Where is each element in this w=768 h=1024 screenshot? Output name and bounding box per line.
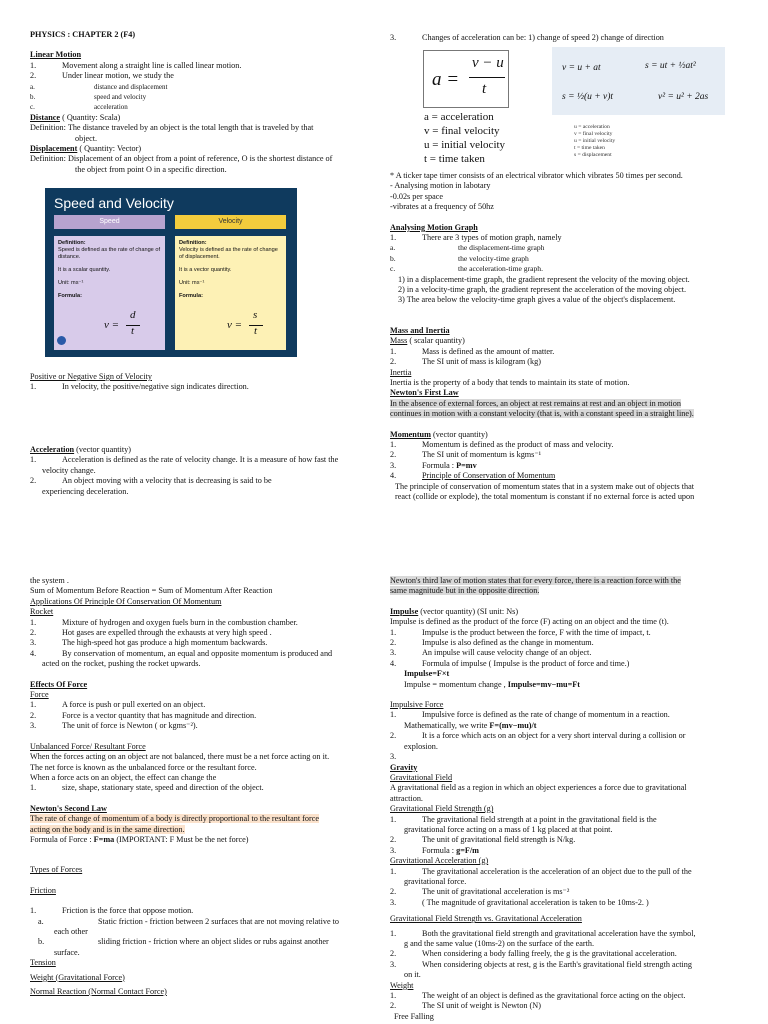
newton-second-law-cont: acting on the body and is in the same direction.	[30, 824, 185, 834]
conservation-text: react (collide or explode), the total momentum is constant if no external force is acted upon	[395, 491, 695, 501]
list-item: 2. An object moving with a velocity that is decreasing is said to be	[30, 476, 272, 486]
list-item: 4. Principle of Conservation of Momentum	[390, 471, 556, 481]
newton-third-law: Newton's third law of motion states that for every force, there is a reaction force with the	[390, 576, 681, 585]
list-item: 1. Impulse is the product between the force, F with the time of impact, t.	[390, 627, 651, 637]
left-bottom-column	[30, 576, 375, 997]
friction-heading: Friction	[30, 885, 56, 895]
list-item: 1. The weight of an object is defined as the gravitational force acting on the object.	[390, 991, 686, 1001]
impulsive-force-heading: Impulsive Force	[390, 700, 444, 710]
impulse-heading: Impulse (vector quantity) (SI unit: Ns)	[390, 606, 519, 616]
list-item: 1. Mass is defined as the amount of matter.	[390, 346, 555, 356]
acceleration-formula-box: a = v − u t	[423, 50, 509, 108]
speed-velocity-image	[45, 188, 297, 357]
weight-heading: Weight	[390, 980, 414, 990]
list-item: c. the acceleration-time graph.	[390, 264, 543, 274]
newton-first-law: In the absence of external forces, an object at rest remains at rest and an object in motion	[390, 398, 681, 408]
list-item: 2. The SI unit of weight is Newton (N)	[390, 1001, 541, 1011]
list-item-cont: each other	[54, 926, 88, 936]
newton-first-law-heading: Newton's First Law	[390, 388, 459, 398]
paragraph: When a force acts on an object, the effect can change the	[30, 772, 217, 782]
inertia-heading: Inertia	[390, 367, 412, 377]
newton-second-law-heading: Newton's Second Law	[30, 803, 107, 813]
equations-legend: u = acceleration v = final velocity u = initial velocity t = time taken s = displacement	[574, 124, 616, 158]
list-item: 1. Impulsive force is defined as the rate of change of momentum in a reaction.	[390, 710, 670, 720]
list-item: 3. ( The magnitude of gravitational acceleration is taken to be 10ms-2. )	[390, 897, 649, 907]
list-item: 2. The unit of gravitational acceleration is ms⁻²	[390, 887, 570, 897]
list-item-cont: explosion.	[404, 741, 438, 751]
motion-graph-heading: Analysing Motion Graph	[390, 222, 478, 232]
changes-of-acceleration: 3. Changes of acceleration can be: 1) change of speed 2) change of direction	[390, 33, 664, 42]
pos-neg-heading: Positive or Negative Sign of Velocity	[30, 372, 152, 381]
free-falling-heading: Free Falling	[394, 1011, 434, 1021]
list-item: 1. A force is push or pull exerted on an object.	[30, 700, 206, 710]
conservation-text: The principle of conservation of momentum states that in a system make out of objects that	[395, 481, 694, 491]
list-item: 1. In velocity, the positive/negative sign indicates direction.	[30, 382, 249, 392]
list-item: 3. The unit of force is Newton ( or kgms⁻²).	[30, 721, 198, 731]
equations-of-motion: v = u + at s = ut + ½at² s = ½(u + v)t v² = u² + 2as	[552, 47, 725, 115]
graph-point: 3) The area below the velocity-time graph gives a value of the object's displacement.	[398, 295, 676, 305]
inertia-definition: Inertia is the property of a body that tends to maintain its state of motion.	[390, 377, 630, 387]
page-title: PHYSICS : CHAPTER 2 (F4)	[30, 30, 136, 39]
list-item: 3. An impulse will cause velocity change of an object.	[390, 648, 592, 658]
list-item-cont: surface.	[54, 947, 80, 957]
list-item: 2. Impulse is also defined as the change in momentum.	[390, 638, 594, 648]
impulse-formula: Impulse=F×t	[404, 669, 450, 679]
speed-card: Definition: Speed is defined as the rate of change of distance. It is a scalar quantity. Unit: ms⁻¹ Formula: v = d t	[54, 236, 165, 350]
gravitational-field-heading: Gravitational Field	[390, 772, 453, 782]
list-item-cont: velocity change.	[42, 465, 96, 475]
image-title: Speed and Velocity	[54, 195, 174, 211]
rocket-heading: Rocket	[30, 607, 54, 617]
types-of-forces-heading: Types of Forces	[30, 865, 83, 875]
displacement-definition-cont: the object from point O in a specific direction.	[75, 164, 227, 174]
ticker-text: -vibrates at a frequency of 50hz	[390, 202, 494, 212]
ticker-text: - Analysing motion in labotary	[390, 181, 491, 191]
list-item-cont: Mathematically, we write F=(mv−mu)/t	[404, 720, 537, 730]
ticker-text: * A ticker tape timer consists of an electrical vibrator which vibrates 50 times per second.	[390, 171, 683, 180]
paragraph: When the forces acting on an object are not balanced, there must be a net force acting on it.	[30, 752, 330, 762]
right-top-column	[390, 171, 750, 502]
list-item: a. Static friction - friction between 2 surfaces that are not moving relative to	[38, 916, 339, 926]
list-item: c. acceleration	[30, 103, 128, 112]
list-item: 2. When considering a body falling freely, the g is the gravitational acceleration.	[390, 949, 677, 959]
list-item: 1. There are 3 types of motion graph, namely	[390, 233, 562, 243]
right-bottom-column	[390, 576, 750, 1022]
list-item: 4. By conservation of momentum, an equal and opposite momentum is produced and	[30, 648, 333, 658]
unbalanced-force-heading: Unbalanced Force/ Resultant Force	[30, 741, 146, 751]
list-item: 3. When considering objects at rest, g is the Earth's gravitational field strength acting	[390, 959, 692, 969]
list-item: b. sliding friction - friction where an object slides or rubs against another	[38, 937, 329, 947]
list-item: 1. Momentum is defined as the product of mass and velocity.	[390, 439, 614, 449]
distance-definition-cont: object.	[75, 133, 98, 143]
list-item: 3. Formula : g=F/m	[390, 845, 479, 855]
graph-point: 2) in a velocity-time graph, the gradient represent the acceleration of the moving object.	[398, 285, 687, 295]
list-item-cont: gravitational force acting on a mass of 1 kg placed at that point.	[404, 824, 613, 834]
velocity-card: Definition: Velocity is defined as the rate of change of displacement. It is a vector quantity. Unit: ms⁻¹ Formula: v = s t	[175, 236, 286, 350]
velocity-tab: Velocity	[175, 215, 286, 229]
force-heading: Force	[30, 690, 49, 700]
field-strength-heading: Gravitational Field Strength (g)	[390, 804, 494, 814]
acceleration-legend: a = acceleration v = final velocity u = initial velocity t = time taken	[424, 111, 506, 165]
impulse-formula-2: Impulse = momentum change , Impulse=mv−mu=Ft	[404, 679, 580, 689]
displacement-heading: Displacement ( Quantity: Vector)	[30, 144, 142, 154]
list-item: b. the velocity-time graph	[390, 253, 529, 263]
list-item: 2. The SI unit of mass is kilogram (kg)	[390, 357, 541, 367]
normal-reaction-heading: Normal Reaction (Normal Contact Force)	[30, 987, 167, 996]
displacement-definition: Definition: Displacement of an object from a point of reference, O is the shortest distance of	[30, 154, 333, 164]
sign-of-velocity-section	[30, 372, 375, 393]
list-item: 3. The high-speed hot gas produce a high momentum backwards.	[30, 638, 268, 648]
tension-heading: Tension	[30, 958, 56, 968]
strength-vs-acceleration-heading: Gravitational Field Strength vs. Gravitational Acceleration	[390, 914, 582, 924]
list-item: 2. The unit of gravitational field strength is N/kg.	[390, 835, 576, 845]
paragraph: Sum of Momentum Before Reaction = Sum of Momentum After Reaction	[30, 586, 273, 596]
mass-inertia-heading: Mass and Inertia	[390, 325, 450, 335]
newton-third-law-cont: same magnitude but in the opposite direction.	[390, 586, 540, 596]
list-item: a. the displacement-time graph	[390, 243, 545, 253]
list-item: 2. Under linear motion, we study the	[30, 71, 174, 81]
paragraph: The net force is known as the unbalanced force or the resultant force.	[30, 762, 257, 772]
left-top-column	[30, 30, 375, 175]
list-item: 1. Mixture of hydrogen and oxygen fuels burn in the combustion chamber.	[30, 617, 298, 627]
gravity-heading: Gravity	[390, 762, 418, 772]
weight-heading: Weight (Gravitational Force)	[30, 972, 125, 982]
paragraph: attraction.	[390, 793, 423, 803]
list-item: 3. Formula : P=mv	[390, 460, 477, 470]
list-item: 2. The SI unit of momentum is kgms⁻¹	[390, 450, 542, 460]
list-item: 2. Force is a vector quantity that has magnitude and direction.	[30, 710, 257, 720]
effects-of-force-heading: Effects Of Force	[30, 679, 88, 689]
list-item: 4. Formula of impulse ( Impulse is the product of force and time.)	[390, 658, 630, 668]
acceleration-heading: Acceleration (vector quantity)	[30, 445, 131, 454]
applications-heading: Applications Of Principle Of Conservation Of Momentum	[30, 596, 222, 606]
list-item: b. speed and velocity	[30, 93, 147, 102]
graph-point: 1) in a displacement-time graph, the gradient represent the velocity of the moving object.	[398, 274, 690, 284]
distance-definition: Definition: The distance traveled by an object is the total length that is traveled by that	[30, 123, 314, 133]
impulse-definition: Impulse is defined as the product of the force (F) acting on an object and the time (t).	[390, 617, 669, 627]
list-item: a. distance and displacement	[30, 82, 168, 91]
newton-second-law: The rate of change of momentum of a body is directly proportional to the resultant force	[30, 814, 319, 824]
force-formula: Formula of Force : F=ma (IMPORTANT: F Must be the net force)	[30, 834, 249, 844]
list-item: 1. Friction is the force that oppose motion.	[30, 906, 194, 916]
ticker-text: -0.02s per space	[390, 191, 443, 201]
list-item: 1. size, shape, stationary state, speed and direction of the object.	[30, 783, 264, 793]
acceleration-section	[30, 445, 375, 497]
list-item: 2. Hot gases are expelled through the exhausts at very high speed .	[30, 628, 272, 638]
list-item: 1. The gravitational field strength at a point in the gravitational field is the	[390, 814, 657, 824]
newton-first-law-cont: continues in motion with a constant velocity (that is, with a constant speed in a straight line).	[390, 409, 694, 419]
paragraph: A gravitational field as a region in which an object experiences a force due to gravitational	[390, 783, 687, 793]
list-item-cont: g and the same value (10ms-2) on the surface of the earth.	[404, 939, 595, 948]
list-item-cont: experiencing deceleration.	[42, 486, 129, 496]
gravitational-acceleration-heading: Gravitational Acceleration (g)	[390, 856, 489, 866]
list-item-cont: on it.	[404, 970, 421, 980]
list-item: 2. It is a force which acts on an object for a very short interval during a collision or	[390, 731, 686, 741]
list-item: 3.	[390, 752, 397, 762]
linear-motion-heading: Linear Motion	[30, 50, 82, 60]
speed-tab: Speed	[54, 215, 165, 229]
paragraph: the system .	[30, 576, 69, 585]
mass-heading: Mass ( scalar quantity)	[390, 336, 465, 346]
distance-heading: Distance ( Quantity: Scala)	[30, 112, 121, 122]
list-item: 1. The gravitational acceleration is the acceleration of an object due to the pull of the	[390, 866, 692, 876]
list-item-cont: acted on the rocket, pushing the rocket upwards.	[42, 659, 201, 669]
list-item-cont: gravitational force.	[404, 876, 467, 886]
logo-icon	[57, 336, 66, 345]
list-item: 1. Movement along a straight line is called linear motion.	[30, 60, 242, 70]
list-item: 1. Acceleration is defined as the rate of velocity change. It is a measure of how fast the	[30, 455, 339, 465]
list-item: 1. Both the gravitational field strength and gravitational acceleration have the symbol,	[390, 928, 696, 938]
momentum-heading: Momentum (vector quantity)	[390, 429, 488, 439]
